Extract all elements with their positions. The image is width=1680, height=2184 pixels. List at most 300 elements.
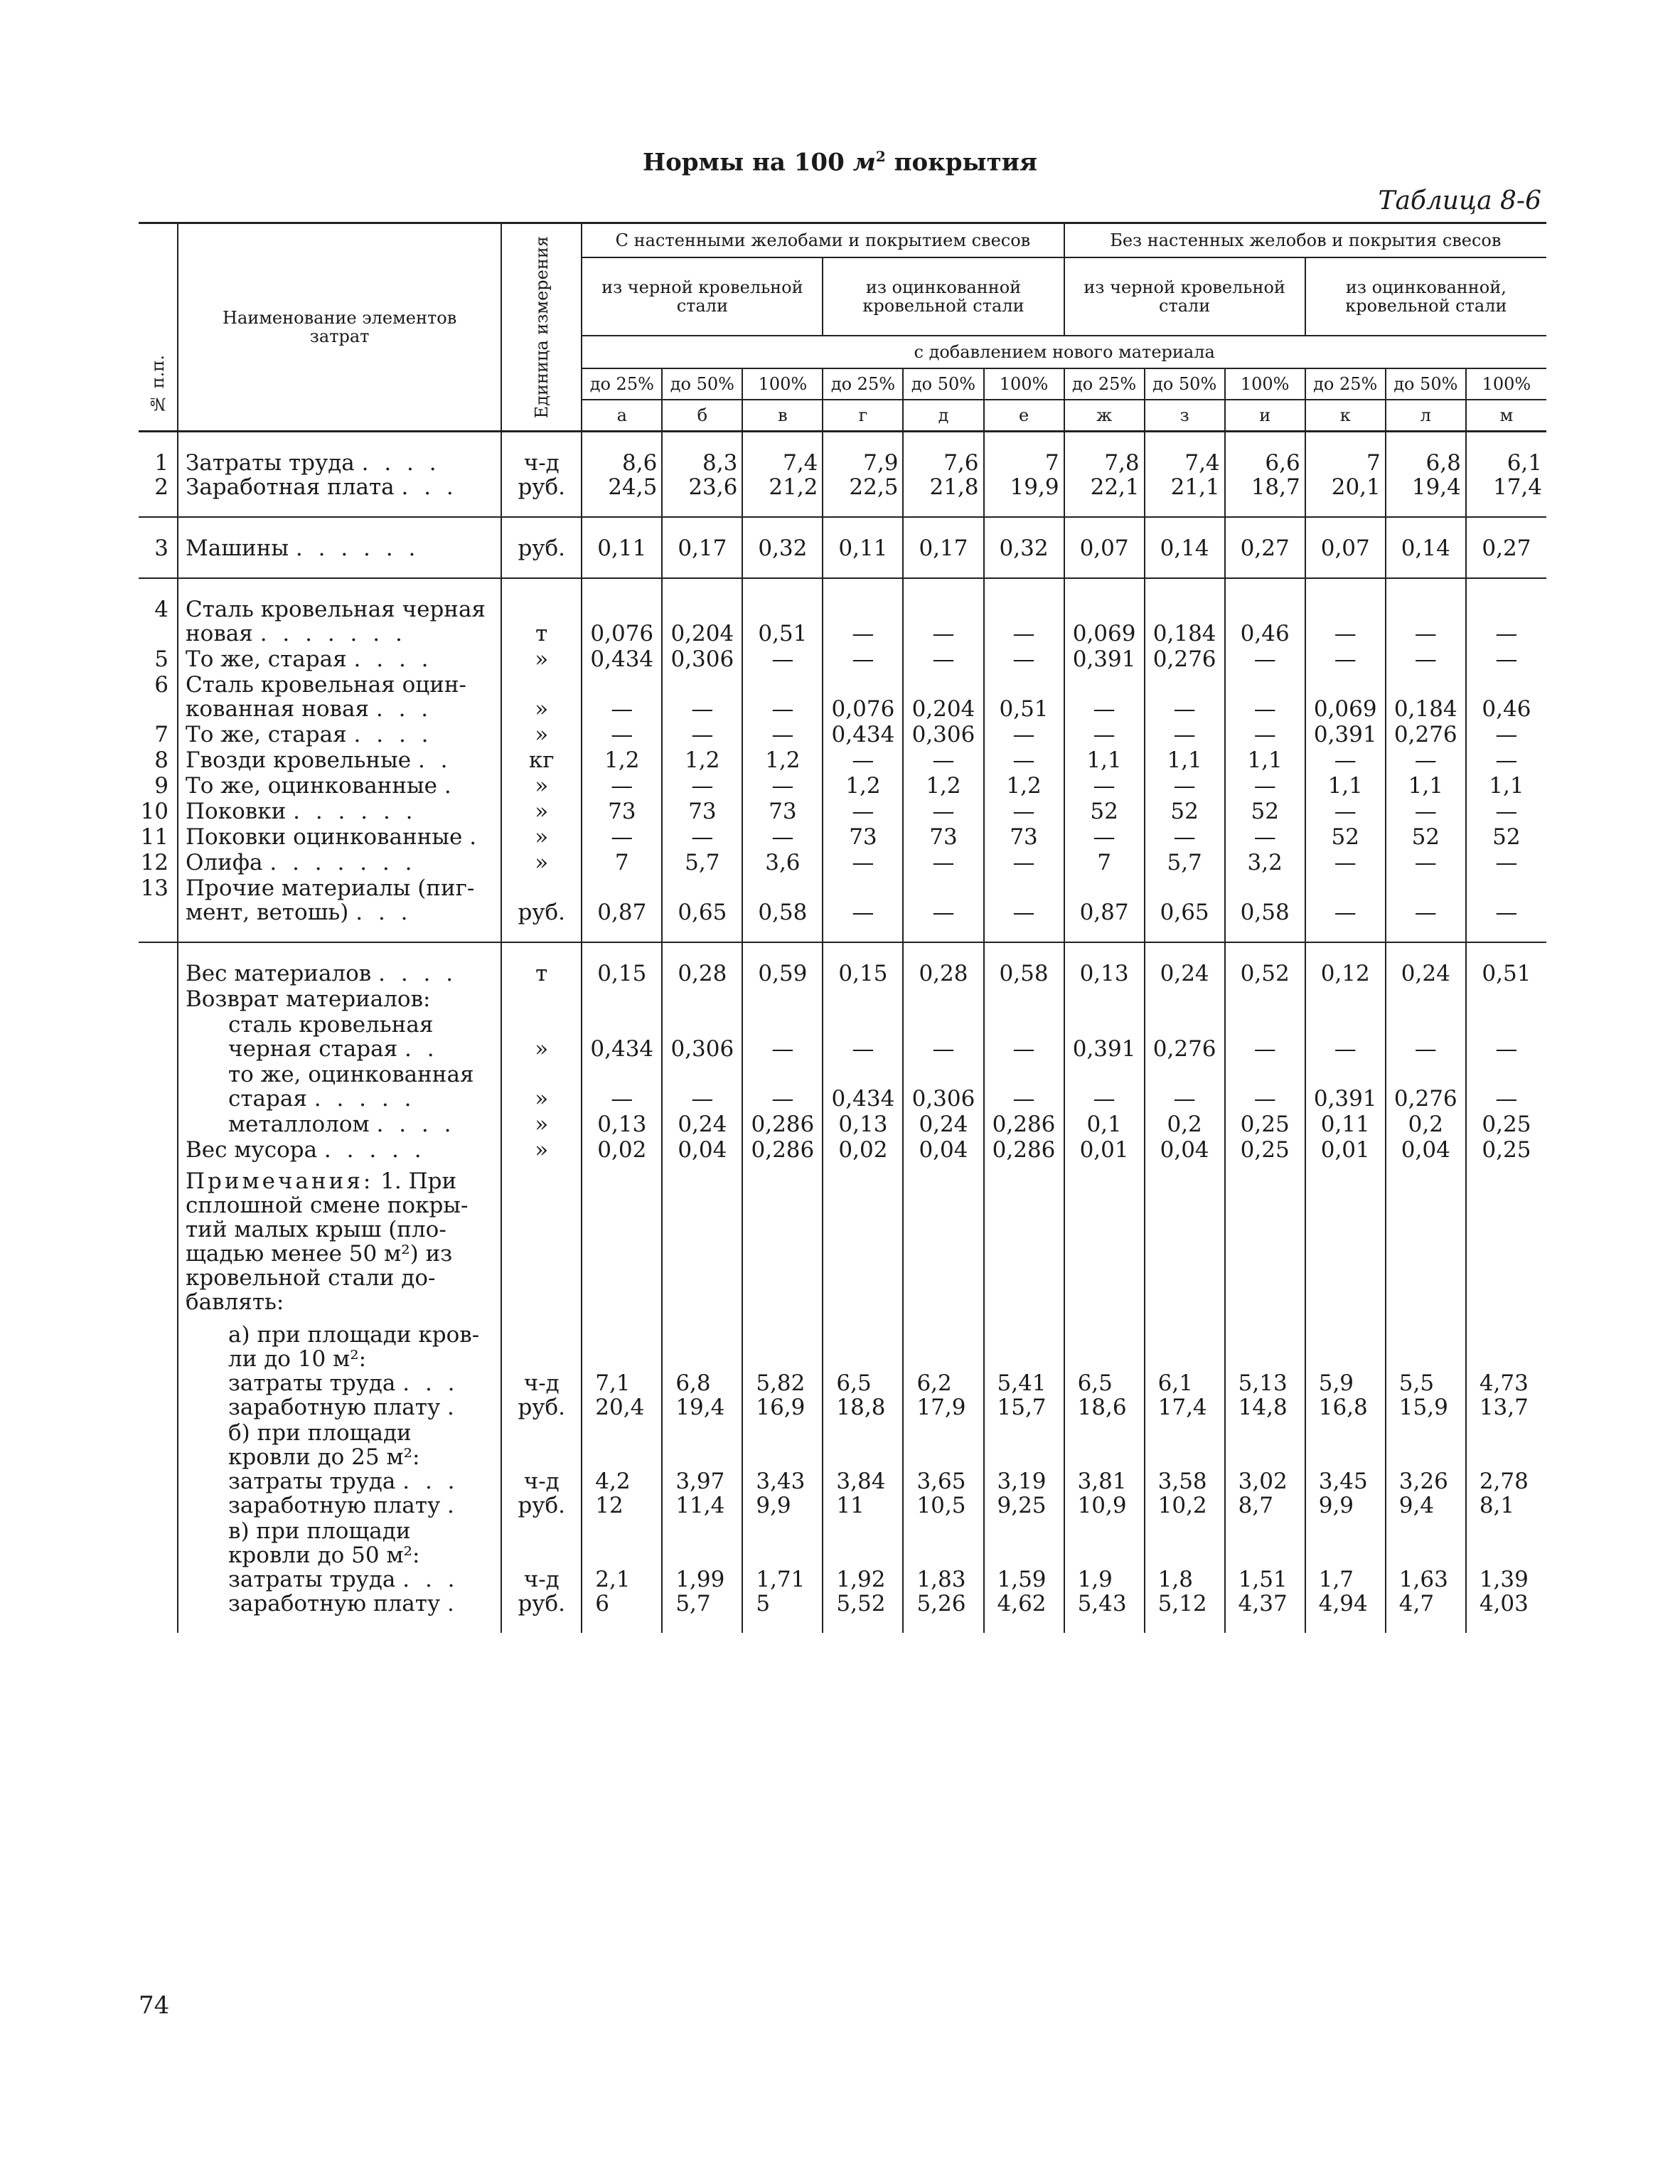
spacer-cell [1145, 499, 1225, 517]
value-line [1306, 1037, 1385, 1061]
row-unit-line [502, 1493, 581, 1518]
value-cell [1386, 875, 1466, 925]
line-pad [756, 1323, 822, 1347]
value-cell [1305, 1518, 1386, 1616]
leader-dots: . [447, 1395, 459, 1419]
spacer [373, 1168, 380, 1194]
line-pad [1158, 1445, 1224, 1469]
row-name-text: То же, оцинкованные [186, 773, 438, 798]
spacer-cell [823, 499, 903, 517]
line-pad [997, 1519, 1064, 1543]
value-cell [1466, 772, 1546, 798]
spacer [395, 1469, 402, 1494]
row-number-label: 5 [154, 646, 169, 671]
line-pad [904, 1062, 983, 1087]
value-cell [742, 798, 823, 824]
value-cell [903, 596, 983, 646]
value-text: 1,9 [1077, 1567, 1113, 1592]
value-text: — [1253, 773, 1276, 798]
col-num-header [139, 223, 178, 432]
row-unit [501, 596, 582, 646]
value-text: 20,4 [595, 1395, 645, 1419]
notes-line [186, 1242, 501, 1266]
spacer-cell [582, 1616, 662, 1633]
value-cell [742, 1011, 823, 1061]
value-text: 5,82 [756, 1370, 806, 1396]
line-pad [1078, 1519, 1144, 1543]
value-line [1078, 1371, 1144, 1395]
value-cell [1145, 1518, 1225, 1616]
leader-dots: . . . . . [323, 1137, 426, 1162]
value-text: 0,286 [751, 1112, 815, 1136]
spacer-cell [582, 560, 662, 578]
spacer-row [139, 432, 1546, 450]
value-cell [823, 849, 903, 875]
value-cell [582, 671, 662, 721]
percent-header-8 [1225, 368, 1305, 400]
value-line [582, 1087, 661, 1111]
value-text: 0,07 [1320, 536, 1370, 560]
row-name [178, 535, 501, 560]
spacer-cell [1064, 560, 1145, 578]
value-text: — [1414, 646, 1437, 671]
value-line [1145, 900, 1224, 925]
spacer-cell [984, 560, 1064, 578]
value-cell [742, 1111, 823, 1136]
value-line [836, 1469, 902, 1493]
value-text: 0,276 [1152, 1036, 1216, 1061]
line-pad [1399, 1543, 1465, 1567]
spacer-cell [178, 942, 501, 960]
spacer [397, 1036, 405, 1061]
group-without-gutters [1064, 223, 1546, 258]
unit-label: т [535, 961, 548, 986]
value-text: — [1495, 621, 1518, 646]
value-text: 0,2 [1167, 1112, 1202, 1136]
value-cell [1064, 1419, 1145, 1518]
value-text: 22,1 [1090, 474, 1140, 499]
row-name-text: затраты труда [228, 1469, 396, 1494]
value-text: — [1414, 1036, 1437, 1061]
spacer-cell [1386, 499, 1466, 517]
line-pad [997, 1543, 1064, 1567]
row-debris [139, 1136, 1546, 1162]
row-material-6 [139, 671, 1546, 721]
value-text: 1,2 [845, 773, 881, 798]
value-cell [1064, 960, 1145, 986]
spacer-cell [903, 560, 983, 578]
value-text: 6,1 [1507, 450, 1542, 476]
value-line [1226, 1087, 1305, 1111]
value-cell [1064, 1061, 1145, 1111]
value-text: 73 [849, 824, 877, 849]
value-line [1226, 1138, 1305, 1162]
value-text: 6,6 [1265, 450, 1300, 476]
row-unit-line [502, 647, 581, 671]
value-cell [1305, 772, 1386, 798]
value-cell [903, 772, 983, 798]
line-pad [1480, 1543, 1546, 1567]
value-cell [1386, 824, 1466, 849]
value-line [904, 475, 978, 499]
spacer-cell [582, 578, 662, 596]
row-name-line [186, 723, 501, 747]
value-cell [1305, 535, 1386, 560]
row-name-line [186, 697, 501, 721]
col-unit-label: Единица измерения [531, 235, 552, 418]
row-material-13 [139, 875, 1546, 925]
value-text: 3,58 [1157, 1469, 1207, 1494]
value-text: — [1495, 646, 1518, 671]
value-text: 0,434 [590, 1036, 654, 1061]
row-number-label: 1 [154, 450, 169, 476]
spacer-cell [1064, 499, 1145, 517]
value-text: 0,13 [838, 1112, 888, 1136]
group-with-gutters-label: С настенными желобами и покрытием свесов [615, 230, 1031, 250]
value-line [823, 851, 902, 875]
value-line [582, 536, 661, 560]
percent-label: 100% [758, 374, 808, 394]
spacer-cell [662, 942, 742, 960]
row-number-label: 9 [154, 773, 169, 798]
value-cell [662, 449, 742, 499]
row-name-text: Затраты труда [186, 450, 355, 476]
line-pad [595, 1347, 661, 1371]
row-unit [501, 535, 582, 560]
line-pad [836, 1445, 902, 1469]
value-text: 8,7 [1238, 1493, 1273, 1518]
header-row-groups [139, 223, 1546, 258]
value-line [904, 900, 983, 925]
spacer-cell [1145, 517, 1225, 535]
row-unit [501, 747, 582, 772]
value-line [663, 475, 737, 499]
value-text: 0,286 [992, 1112, 1056, 1136]
row-unit-line [502, 900, 581, 925]
value-cell [1386, 1321, 1466, 1419]
value-text: 52 [1090, 799, 1118, 824]
line-pad [1386, 597, 1465, 622]
row-unit [501, 986, 582, 1011]
value-text: 4,2 [595, 1469, 631, 1494]
value-line [1467, 851, 1546, 875]
value-text: 10,9 [1077, 1493, 1127, 1518]
value-cell [1145, 671, 1225, 721]
unit-label: ч-д [523, 1370, 560, 1396]
line-pad [916, 1543, 983, 1567]
value-text: — [1012, 799, 1035, 824]
value-line [997, 1592, 1064, 1616]
value-cell [984, 535, 1064, 560]
value-cell [662, 1111, 742, 1136]
value-line [663, 962, 742, 986]
value-text: 0,28 [919, 961, 968, 986]
spacer-cell [1466, 925, 1546, 942]
value-cell [823, 747, 903, 772]
value-text: 0,46 [1482, 696, 1531, 721]
value-text: — [932, 1036, 955, 1061]
notes-text-part: щадью менее 50 м²) из [186, 1241, 453, 1267]
value-line [1306, 536, 1385, 560]
spacer-cell [1225, 499, 1305, 517]
value-text: 3,19 [997, 1469, 1047, 1494]
value-line [1399, 1395, 1465, 1419]
value-cell [1466, 646, 1546, 671]
line-pad [997, 1445, 1064, 1469]
value-line [1386, 697, 1465, 721]
page-number: 74 [139, 1991, 170, 2020]
value-line [1238, 1395, 1305, 1419]
value-cell [742, 596, 823, 646]
notes-line [186, 1218, 501, 1242]
value-cell [1145, 1136, 1225, 1162]
line-pad [1319, 1543, 1385, 1567]
value-text: — [1495, 747, 1518, 772]
row-unit [501, 721, 582, 747]
value-line [904, 622, 983, 646]
row-name-text: кровли до 50 м²: [228, 1543, 420, 1568]
spacer-cell [1064, 517, 1145, 535]
value-line [1306, 723, 1385, 747]
value-line [1319, 1592, 1385, 1616]
value-cell [662, 721, 742, 747]
value-text: 1,2 [604, 747, 640, 772]
spacer-cell [178, 560, 501, 578]
value-line [916, 1469, 983, 1493]
empty-cell [662, 1162, 742, 1321]
value-line [1319, 1567, 1385, 1592]
value-cell [823, 1321, 903, 1419]
value-cell [1225, 1111, 1305, 1136]
value-text: 21,1 [1170, 474, 1220, 499]
value-text: — [611, 773, 633, 798]
value-cell [823, 1136, 903, 1162]
value-line [663, 723, 742, 747]
value-line [823, 1112, 902, 1136]
row-name-line [186, 1323, 501, 1347]
value-cell [823, 1111, 903, 1136]
value-cell [903, 1419, 983, 1518]
letter-label: ж [1096, 405, 1113, 425]
value-text: 52 [1411, 824, 1440, 849]
value-line [1306, 825, 1385, 849]
value-line [663, 536, 742, 560]
spacer-cell [1064, 578, 1145, 596]
spacer-cell [501, 925, 582, 942]
value-text: — [771, 773, 794, 798]
value-cell [582, 1419, 662, 1518]
letter-label: л [1420, 405, 1431, 425]
value-line [1467, 647, 1546, 671]
value-text: 0,2 [1408, 1112, 1443, 1136]
value-cell [1145, 875, 1225, 925]
value-line [1467, 1087, 1546, 1111]
value-line [582, 748, 661, 772]
value-text: 0,25 [1482, 1137, 1531, 1162]
value-line [997, 1371, 1064, 1395]
norms-table [139, 222, 1546, 1633]
value-line [1145, 536, 1224, 560]
value-line [823, 825, 902, 849]
value-line [1467, 451, 1542, 475]
value-line [1226, 647, 1305, 671]
line-pad [1467, 673, 1546, 697]
value-cell [984, 1136, 1064, 1162]
row-name-line [186, 1421, 501, 1445]
value-line [743, 900, 822, 925]
spacer-cell [1466, 499, 1546, 517]
spacer-cell [1145, 942, 1225, 960]
value-text: — [1093, 722, 1115, 747]
line-pad [985, 1013, 1064, 1037]
value-line [1467, 622, 1546, 646]
row-number-label: 6 [154, 672, 169, 698]
value-line [756, 1592, 822, 1616]
value-line [1386, 962, 1465, 986]
percent-header-11 [1466, 368, 1546, 400]
line-pad [582, 876, 661, 900]
value-text: 0,58 [999, 961, 1049, 986]
line-pad [1238, 1543, 1305, 1567]
value-line [1238, 1567, 1305, 1592]
value-text: — [691, 696, 714, 721]
value-cell [984, 671, 1064, 721]
value-text: — [1093, 696, 1115, 721]
row-name [178, 798, 501, 824]
value-line [916, 1567, 983, 1592]
value-cell [823, 646, 903, 671]
value-text: 5,7 [685, 850, 720, 875]
material-label: из черной кровельной стали [1084, 277, 1285, 316]
row-name-line [186, 748, 501, 772]
value-text: 1,8 [1157, 1567, 1193, 1592]
row-number-label: 2 [154, 474, 169, 499]
value-cell [1145, 535, 1225, 560]
value-text: 0,59 [758, 961, 808, 986]
value-cell [662, 772, 742, 798]
row-number-label: 8 [154, 747, 169, 772]
row-number-label: 4 [154, 597, 169, 622]
row-name-line [186, 987, 501, 1011]
value-text: 3,26 [1398, 1469, 1448, 1494]
value-line [904, 851, 983, 875]
value-text: 0,069 [1072, 621, 1136, 646]
value-text: 0,17 [678, 536, 727, 560]
value-line [823, 723, 902, 747]
spacer-cell [582, 942, 662, 960]
value-cell [823, 1011, 903, 1061]
notes-text-part: кровельной стали до- [186, 1265, 436, 1291]
letter-label: и [1259, 405, 1271, 425]
value-cell [1386, 535, 1466, 560]
value-line [675, 1567, 742, 1592]
row-name-text: а) при площади кров- [228, 1322, 480, 1348]
value-text: 0,24 [919, 1112, 968, 1136]
row-unit [501, 960, 582, 986]
value-text: 18,7 [1251, 474, 1300, 499]
value-line [1226, 900, 1305, 925]
value-text: 8,6 [622, 450, 658, 476]
line-pad [1467, 1062, 1546, 1087]
value-cell [1466, 849, 1546, 875]
value-cell [742, 1419, 823, 1518]
line-pad [756, 1519, 822, 1543]
spacer-cell [1145, 578, 1225, 596]
value-text: 0,13 [597, 1112, 647, 1136]
value-cell [1225, 986, 1305, 1011]
value-line [836, 1371, 902, 1395]
row-unit-line [502, 697, 581, 721]
value-cell [1225, 1518, 1305, 1616]
notes-heading: Примечания: [186, 1168, 374, 1194]
value-text: — [1093, 773, 1115, 798]
line-pad [836, 1421, 902, 1445]
unit-label: » [535, 824, 549, 849]
value-cell [984, 824, 1064, 849]
leader-dots: . . . . [376, 1112, 456, 1136]
value-cell [582, 1518, 662, 1616]
value-text: — [1173, 1086, 1196, 1111]
value-line [1480, 1469, 1546, 1493]
value-text: 0,306 [911, 1086, 975, 1111]
value-line [1145, 1112, 1224, 1136]
value-text: 6,8 [1425, 450, 1461, 476]
value-line [823, 1087, 902, 1111]
value-line [985, 799, 1064, 824]
value-cell [1064, 824, 1145, 849]
value-line [1480, 1567, 1546, 1592]
value-cell [984, 986, 1064, 1011]
value-text: 19,4 [675, 1395, 725, 1419]
spacer-cell [1225, 942, 1305, 960]
value-text: 0,434 [590, 646, 654, 671]
value-line [1078, 1567, 1144, 1592]
line-pad [675, 1445, 742, 1469]
value-line [743, 774, 822, 798]
value-text: 73 [1010, 824, 1038, 849]
notes-line [186, 1169, 501, 1193]
line-pad [823, 1013, 902, 1037]
row-unit [501, 1111, 582, 1136]
leader-dots: . . . [402, 1370, 459, 1396]
row-name-text: Вес материалов [186, 961, 372, 986]
spacer-cell [501, 578, 582, 596]
spacer-cell [903, 1616, 983, 1633]
value-line [743, 1112, 822, 1136]
value-line [985, 1112, 1064, 1136]
row-name-text: металлолом [228, 1112, 370, 1136]
value-text: 5,7 [675, 1591, 711, 1616]
value-cell [1225, 671, 1305, 721]
value-text: 21,2 [769, 474, 818, 499]
value-cell [823, 1061, 903, 1111]
spacer-cell [742, 578, 823, 596]
value-text: 1,39 [1479, 1567, 1529, 1592]
value-text: — [1495, 1086, 1518, 1111]
value-line [1065, 1087, 1144, 1111]
value-line [1306, 451, 1381, 475]
value-line [1306, 647, 1385, 671]
value-line [1399, 1567, 1465, 1592]
leader-dots: . . . . . . [295, 536, 420, 560]
line-pad [1065, 597, 1144, 622]
spacer [395, 1567, 402, 1592]
value-line [743, 536, 822, 560]
value-cell [742, 646, 823, 671]
line-pad [997, 1323, 1064, 1347]
value-text: 5,13 [1238, 1370, 1288, 1396]
value-text: 17,9 [916, 1395, 966, 1419]
